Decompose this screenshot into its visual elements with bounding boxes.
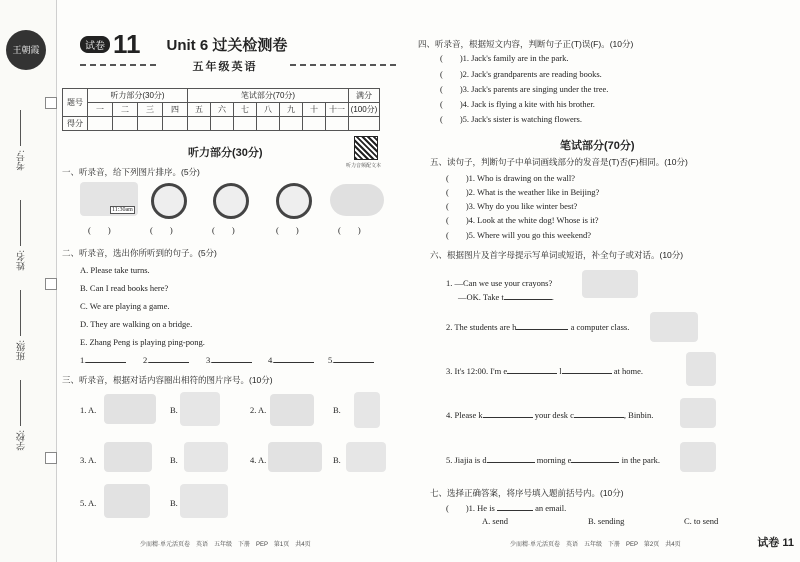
q-number: 十 <box>303 103 326 117</box>
q6-item5[interactable] <box>446 455 660 465</box>
picture-kids-outdoor[interactable] <box>180 484 228 518</box>
q6-prompt: 5. Jiajia is d <box>446 455 487 465</box>
q6-item2[interactable] <box>446 322 629 332</box>
school-line[interactable] <box>20 380 21 426</box>
q3-item-1a: 1. A. <box>80 405 97 415</box>
q-number: 三 <box>138 103 163 117</box>
q7-prompt: an email. <box>535 503 567 513</box>
field-name: 姓名: <box>16 250 26 271</box>
q-number: 一 <box>88 103 113 117</box>
picture-cleaning-desk <box>680 398 716 428</box>
score-cell[interactable] <box>303 117 326 131</box>
binding-mark <box>45 97 57 109</box>
q1-answer-bracket[interactable]: ( ) <box>276 225 299 235</box>
q6-prompt: 4. Please k <box>446 410 483 420</box>
q-number: 二 <box>113 103 138 117</box>
q-number: 八 <box>257 103 280 117</box>
picture-computer-class <box>650 312 698 342</box>
field-school: 学校: <box>16 430 26 451</box>
q3-item-3b: B. <box>170 455 178 465</box>
q6-prompt: l <box>559 366 562 376</box>
q6-prompt: —OK. Take t <box>458 292 504 302</box>
score-cell[interactable] <box>326 117 349 131</box>
q2-answer[interactable] <box>143 355 189 365</box>
q6-item3[interactable] <box>446 366 643 376</box>
picture-elephant <box>330 184 384 216</box>
q1-answer-bracket[interactable]: ( ) <box>88 225 111 235</box>
score-cell[interactable] <box>188 117 211 131</box>
total-points: (100分) <box>349 103 380 117</box>
picture-child-at-desk <box>80 182 138 216</box>
writing-heading: 笔试部分(70分) <box>560 140 635 152</box>
score-table-header: 题号 <box>63 89 88 117</box>
q5-title: 五、读句子，判断句子中单词画线部分的发音是(T)否(F)相同。(10分) <box>430 157 688 167</box>
q6-prompt: a computer class. <box>570 322 630 332</box>
q2-title: 二、听录音，选出你所听到的句子。(5分) <box>62 248 217 258</box>
publisher-logo: 王朝霞 <box>6 30 46 70</box>
score-cell[interactable] <box>163 117 188 131</box>
q4-item[interactable]: ( )3. Jack's parents are singing under the tree. <box>440 84 609 94</box>
q6-item1-line2[interactable]: —OK. Take t . <box>458 292 554 302</box>
q5-item[interactable]: ( )2. What is the weather like in Beijing? <box>446 187 600 197</box>
q3-title: 三、听录音，根据对话内容圈出相符的图片序号。(10分) <box>62 375 273 385</box>
score-cell[interactable] <box>349 117 380 131</box>
q2-answer-num: 1. <box>80 355 87 365</box>
q2-answer-num: 4. <box>268 355 275 365</box>
picture-animals[interactable] <box>104 394 156 424</box>
q6-prompt: at home. <box>613 366 644 376</box>
q2-answer[interactable] <box>328 355 374 365</box>
picture-morning-exercise <box>680 442 716 472</box>
no-touch-sign-icon <box>276 183 312 219</box>
q1-answer-bracket[interactable]: ( ) <box>338 225 361 235</box>
q-number: 十一 <box>326 103 349 117</box>
exam-tag-footer: 试卷 11 <box>757 537 794 549</box>
q5-item[interactable]: ( )5. Where will you go this weekend? <box>446 230 592 240</box>
unit-title: Unit 6 过关检测卷 <box>166 36 288 54</box>
q7-option-c[interactable]: C. to send <box>684 516 719 526</box>
exam-title-row <box>80 28 287 60</box>
no-eating-sign-icon <box>151 183 187 219</box>
q2-answer-num: 3. <box>206 355 213 365</box>
binding-mark <box>45 452 57 464</box>
score-table <box>62 88 380 131</box>
field-exam-number: 考号: <box>16 150 26 171</box>
footer-right: 少而精·单元活页卷 英语 五年级 下册 PEP 第2页 共4页 <box>510 542 681 548</box>
exam-tag: 试卷 <box>80 36 110 53</box>
q3-item-4b: B. <box>333 455 341 465</box>
q2-option: A. Please take turns. <box>80 265 150 275</box>
total-header: 满分 <box>349 89 380 103</box>
q6-prompt: 3. It's 12:00. I'm e <box>446 366 508 376</box>
exam-number-line[interactable] <box>20 110 21 146</box>
q-number: 六 <box>211 103 234 117</box>
clock-label: 11:30am <box>112 207 133 213</box>
q4-item[interactable]: ( )1. Jack's family are in the park. <box>440 53 569 63</box>
q5-item[interactable]: ( )4. Look at the white dog! Whose is it? <box>446 215 599 225</box>
score-cell[interactable] <box>280 117 303 131</box>
q4-title: 四、听录音，根据短文内容，判断句子正(T)误(F)。(10分) <box>418 39 634 49</box>
q1-answer-bracket[interactable]: ( ) <box>150 225 173 235</box>
q6-prompt: morning e <box>536 455 572 465</box>
q1-answer-bracket[interactable]: ( ) <box>212 225 235 235</box>
q2-option: E. Zhang Peng is playing ping-pong. <box>80 337 205 347</box>
q3-item-1b: B. <box>170 405 178 415</box>
q5-item[interactable]: ( )3. Why do you like winter best? <box>446 201 578 211</box>
q3-item-3a: 3. A. <box>80 455 97 465</box>
q7-title: 七、选择正确答案，将序号填入题前括号内。(10分) <box>430 488 624 498</box>
score-row-label: 得分 <box>63 117 88 131</box>
qr-code[interactable] <box>354 136 378 160</box>
listening-heading: 听力部分(30分) <box>188 147 263 159</box>
q2-option: C. We are playing a game. <box>80 301 170 311</box>
picture-boy-climbing[interactable] <box>104 484 150 518</box>
q2-answer[interactable] <box>206 355 252 365</box>
picture-classroom[interactable] <box>268 442 322 472</box>
picture-eating-lunch <box>686 352 716 386</box>
q6-item4[interactable] <box>446 410 653 420</box>
q6-title: 六、根据图片及首字母提示写单词或短语，补全句子或对话。(10分) <box>430 250 684 260</box>
q-number: 四 <box>163 103 188 117</box>
q7-prompt: ( )1. He is <box>446 503 495 513</box>
class-line[interactable] <box>20 290 21 336</box>
q2-option: D. They are walking on a bridge. <box>80 319 193 329</box>
qr-caption: 听力音频配文本 <box>346 163 382 169</box>
q5-item[interactable]: ( )1. Who is drawing on the wall? <box>446 173 575 183</box>
binding-mark <box>45 278 57 290</box>
field-class: 班级: <box>16 340 26 361</box>
q2-answer-num: 5. <box>328 355 335 365</box>
q7-option-b[interactable]: B. sending <box>588 516 625 526</box>
q3-item-2a: 2. A. <box>250 405 267 415</box>
q2-answer-num: 2. <box>143 355 150 365</box>
picture-blackboard[interactable] <box>184 442 228 472</box>
q2-answer[interactable] <box>268 355 314 365</box>
listening-col-header: 听力部分(30分) <box>88 89 188 103</box>
writing-col-header: 笔试部分(70分) <box>188 89 349 103</box>
grade-label: 五年级英语 <box>160 58 290 74</box>
picture-giraffe[interactable] <box>180 392 220 426</box>
score-cell[interactable] <box>88 117 113 131</box>
picture-girl-standing[interactable] <box>354 392 380 428</box>
score-cell[interactable] <box>211 117 234 131</box>
q-number: 五 <box>188 103 211 117</box>
q3-item-5b: B. <box>170 498 178 508</box>
q4-item[interactable]: ( )2. Jack's grandparents are reading books. <box>440 69 602 79</box>
q6-prompt: 2. The students are h <box>446 322 517 332</box>
q4-item[interactable]: ( )4. Jack is flying a kite with his brother. <box>440 99 595 109</box>
q6-prompt: , Binbin. <box>623 410 654 420</box>
dining-sign-icon <box>213 183 249 219</box>
score-cell[interactable] <box>234 117 257 131</box>
name-line[interactable] <box>20 200 21 246</box>
footer-left: 少而精·单元活页卷 英语 五年级 下册 PEP 第1页 共4页 <box>140 542 311 548</box>
exam-number: 11 <box>113 28 141 59</box>
q2-answer[interactable] <box>80 355 126 365</box>
q-number: 七 <box>234 103 257 117</box>
q2-option: B. Can I read books here? <box>80 283 169 293</box>
q4-item[interactable]: ( )5. Jack's sister is watching flowers. <box>440 114 582 124</box>
q7-stem[interactable] <box>446 502 566 514</box>
q3-item-5a: 5. A. <box>80 498 97 508</box>
picture-kids-crayons <box>582 270 638 298</box>
q6-prompt: in the park. <box>621 455 661 465</box>
q-number: 九 <box>280 103 303 117</box>
picture-girl-studying[interactable] <box>270 394 314 426</box>
q6-item1-line1: 1. —Can we use your crayons? <box>446 278 553 288</box>
score-cell[interactable] <box>257 117 280 131</box>
picture-kids-playing[interactable] <box>104 442 152 472</box>
score-cell[interactable] <box>113 117 138 131</box>
q1-title: 一、听录音，给下列图片排序。(5分) <box>62 167 200 177</box>
q7-option-a[interactable]: A. send <box>482 516 508 526</box>
q6-prompt: your desk c <box>534 410 574 420</box>
q3-item-4a: 4. A. <box>250 455 267 465</box>
picture-students-reading[interactable] <box>346 442 386 472</box>
q3-item-2b: B. <box>333 405 341 415</box>
binding-strip <box>0 0 57 562</box>
score-cell[interactable] <box>138 117 163 131</box>
